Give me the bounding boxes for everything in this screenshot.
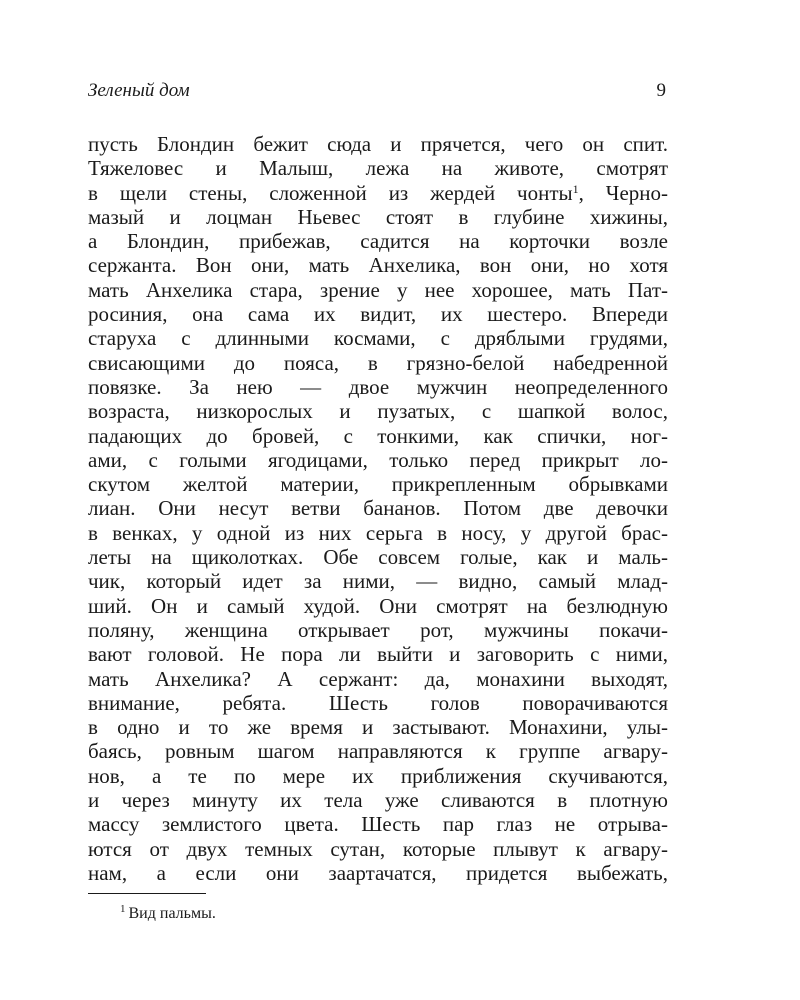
- text-line: пусть Блондин бежит сюда и прячется, чего он спит.: [88, 132, 668, 156]
- text-line: Тяжеловес и Малыш, лежа на животе, смотрят: [88, 156, 668, 181]
- text-line-with-note: [88, 181, 668, 205]
- footnote-text: Вид пальмы.: [128, 905, 216, 922]
- text-line: леты на щиколотках. Обе совсем голые, как и маль-: [88, 545, 668, 570]
- text-line: свисающими до пояса, в грязно-белой набедренной: [88, 350, 668, 375]
- text-line: и через минуту их тела уже сливаются в плотную: [88, 788, 668, 813]
- text-line: баясь, ровным шагом направляются к группе агвару-: [88, 739, 668, 764]
- text-line: повязке. За нею — двое мужчин неопределенного: [88, 374, 668, 399]
- text-line: нов, а те по мере их приближения скучиваются,: [88, 763, 668, 788]
- body-text: [88, 132, 668, 885]
- text-line: поляну, женщина открывает рот, мужчины покачи-: [88, 617, 668, 642]
- text-line: ются от двух темных сутан, которые плывут к агвару-: [88, 836, 668, 861]
- text-line: чик, который идет за ними, — видно, самый млад-: [88, 569, 668, 594]
- text-line-segment: , Черно-: [578, 180, 668, 205]
- text-line: внимание, ребята. Шесть голов поворачиваются: [88, 690, 668, 715]
- text-line: в одно и то же время и застывают. Монахини, улы-: [88, 715, 668, 740]
- running-header: [88, 78, 668, 106]
- text-line: росиния, она сама их видит, их шестеро. Впереди: [88, 302, 668, 327]
- footnote: [120, 904, 216, 924]
- text-line: ший. Он и самый худой. Они смотрят на безлюдную: [88, 593, 668, 618]
- text-line: мазый и лоцман Ньевес стоят в глубине хижины,: [88, 204, 668, 229]
- text-line: скутом желтой материи, прикрепленным обрывками: [88, 472, 668, 497]
- footnote-mark: 1: [120, 903, 126, 915]
- text-line: возраста, низкорослых и пузатых, с шапкой волос,: [88, 399, 668, 424]
- book-page: [88, 78, 668, 938]
- text-line: массу землистого цвета. Шесть пар глаз не отрыва-: [88, 812, 668, 837]
- running-title: Зеленый дом: [88, 80, 190, 101]
- footnote-reference: 1: [572, 181, 579, 196]
- text-line: ами, с голыми ягодицами, только перед прикрыт ло-: [88, 447, 668, 472]
- text-line: а Блондин, прибежав, садится на корточки возле: [88, 229, 668, 254]
- footnote-divider: [88, 893, 206, 894]
- text-line: падающих до бровей, с тонкими, как спички, ног-: [88, 423, 668, 448]
- text-line: в венках, у одной из них серьга в носу, у другой брас-: [88, 520, 668, 545]
- page-number: 9: [656, 80, 666, 101]
- text-line: старуха с длинными космами, с дряблыми грудями,: [88, 326, 668, 351]
- text-line: нам, а если они заартачатся, придется выбежать,: [88, 860, 668, 885]
- text-line: лиан. Они несут ветви бананов. Потом две девочки: [88, 496, 668, 521]
- text-line: мать Анхелика? А сержант: да, монахини выходят,: [88, 666, 668, 691]
- text-line: мать Анхелика стара, зрение у нее хорошее, мать Пат-: [88, 277, 668, 302]
- text-line-segment: в щели стены, сложенной из жердей чонты: [88, 180, 573, 205]
- text-line: вают головой. Не пора ли выйти и заговорить с ними,: [88, 642, 668, 667]
- text-line: сержанта. Вон они, мать Анхелика, вон они, но хотя: [88, 253, 668, 278]
